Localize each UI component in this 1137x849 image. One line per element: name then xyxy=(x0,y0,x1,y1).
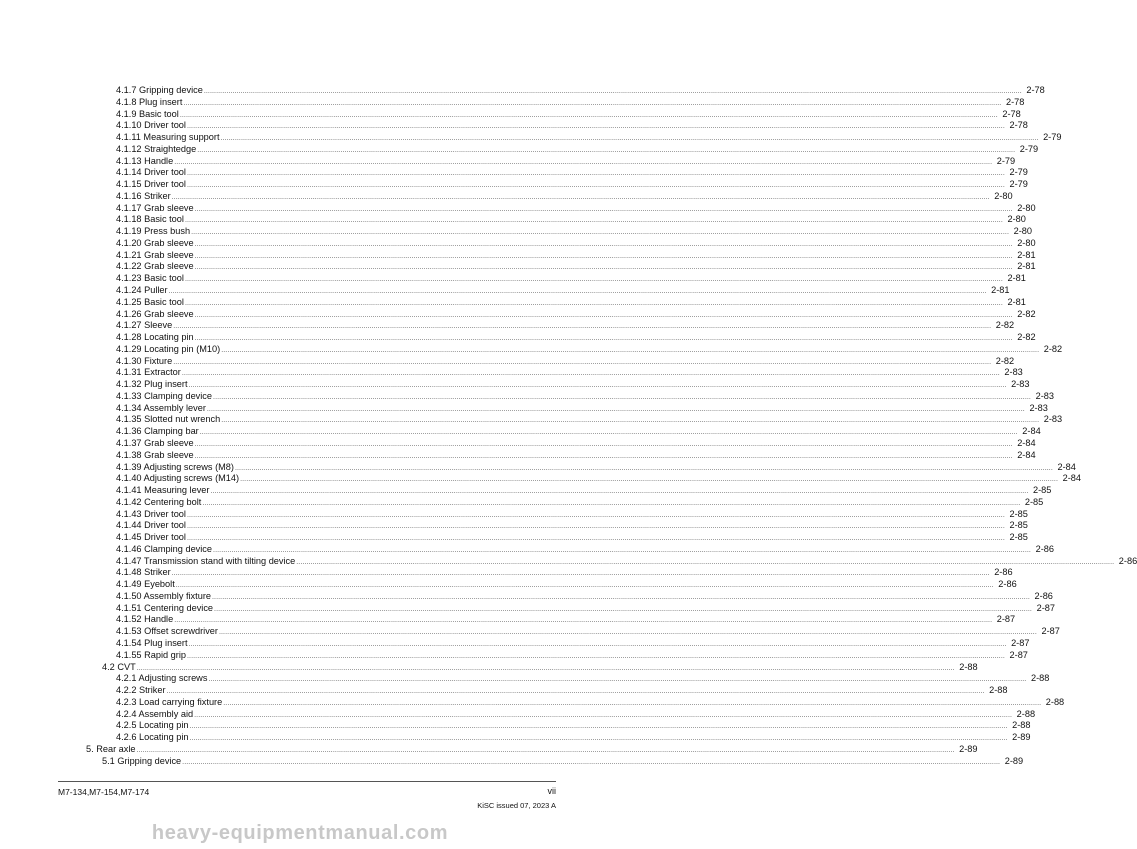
toc-entry-title: 4.1.54 Plug insert xyxy=(116,637,188,648)
toc-entry-page: 2-88 xyxy=(1045,696,1065,707)
toc-entry-page: 2-87 xyxy=(996,614,1016,625)
toc-entry-page: 2-84 xyxy=(1022,426,1041,437)
toc-entry-page: 2-82 xyxy=(995,355,1015,366)
toc-entry[interactable] xyxy=(86,390,1054,403)
toc-entry-page: 2-83 xyxy=(1011,379,1030,390)
toc-entry-title: 4.1.20 Grab sleeve xyxy=(116,237,194,248)
toc-entry[interactable] xyxy=(86,449,1036,462)
toc-leader-dots: ................................................................................................................................................................................................................................................................................................................................................................................................................ xyxy=(186,123,1005,131)
toc-entry-title: 4.1.26 Grab sleeve xyxy=(116,308,194,319)
table-of-contents xyxy=(86,85,1137,767)
toc-entry-title: 4.1.12 Straightedge xyxy=(116,143,197,154)
toc-entry-title: 4.1.29 Locating pin (M10) xyxy=(116,343,221,354)
toc-entry-title: 4.1.36 Clamping bar xyxy=(116,426,199,437)
toc-entry-title: 5. Rear axle xyxy=(86,743,136,754)
toc-entry[interactable] xyxy=(86,237,1036,250)
toc-entry-title: 4.1.28 Locating pin xyxy=(116,332,194,343)
toc-entry[interactable] xyxy=(86,273,1026,285)
toc-entry[interactable] xyxy=(86,85,1045,97)
toc-entry-page: 2-86 xyxy=(994,567,1013,578)
toc-entry-title: 4.1.39 Adjusting screws (M8) xyxy=(116,461,234,472)
toc-entry-title: 4.2 CVT xyxy=(102,661,136,672)
toc-entry-title: 4.1.25 Basic tool xyxy=(116,296,184,307)
toc-entry-title: 4.2.1 Adjusting screws xyxy=(116,673,208,684)
toc-entry[interactable] xyxy=(86,296,1026,309)
toc-leader-dots: ................................................................................................................................................................................................................................................................................................................................................................................................................ xyxy=(181,370,1000,378)
toc-entry-title: 4.1.55 Rapid grip xyxy=(116,649,186,660)
toc-entry-title: 4.1.32 Plug insert xyxy=(116,379,188,390)
footer-issue-note: KiSC issued 07, 2023 A xyxy=(477,801,556,810)
toc-entry-page: 2-81 xyxy=(991,285,1010,296)
toc-entry-page: 2-79 xyxy=(1043,132,1062,143)
toc-entry[interactable] xyxy=(86,696,1065,709)
toc-entry-page: 2-85 xyxy=(1009,520,1028,531)
toc-leader-dots: ................................................................................................................................................................................................................................................................................................................................................................................................................ xyxy=(208,676,1027,684)
toc-entry[interactable] xyxy=(86,649,1028,662)
toc-entry-title: 4.2.3 Load carrying fixture xyxy=(116,696,223,707)
toc-entry-page: 2-84 xyxy=(1057,461,1076,472)
toc-entry[interactable] xyxy=(86,614,1016,626)
toc-leader-dots: ................................................................................................................................................................................................................................................................................................................................................................................................................ xyxy=(223,699,1042,707)
toc-entry-title: 4.2.5 Locating pin xyxy=(116,720,189,731)
toc-entry-page: 2-81 xyxy=(1007,296,1026,307)
toc-entry-title: 4.1.51 Centering device xyxy=(116,602,214,613)
toc-entry-title: 4.1.21 Grab sleeve xyxy=(116,249,194,260)
toc-leader-dots: ................................................................................................................................................................................................................................................................................................................................................................................................................ xyxy=(171,193,990,201)
toc-entry-title: 4.1.49 Eyebolt xyxy=(116,579,175,590)
toc-leader-dots: ................................................................................................................................................................................................................................................................................................................................................................................................................ xyxy=(221,417,1040,425)
toc-leader-dots: ................................................................................................................................................................................................................................................................................................................................................................................................................ xyxy=(194,240,1013,248)
toc-entry-page: 2-82 xyxy=(1017,332,1036,343)
toc-entry[interactable] xyxy=(86,685,1008,697)
toc-entry-page: 2-81 xyxy=(1007,273,1026,284)
toc-leader-dots: ................................................................................................................................................................................................................................................................................................................................................................................................................ xyxy=(136,664,955,672)
toc-leader-dots: ................................................................................................................................................................................................................................................................................................................................................................................................................ xyxy=(189,723,1008,731)
toc-entry-page: 2-79 xyxy=(996,155,1016,166)
toc-entry[interactable] xyxy=(86,485,1052,497)
toc-entry[interactable] xyxy=(86,132,1062,144)
toc-entry-page: 2-85 xyxy=(1009,508,1028,519)
toc-entry-title: 4.1.23 Basic tool xyxy=(116,273,184,284)
toc-entry-page: 2-88 xyxy=(1016,708,1036,719)
toc-entry-page: 2-81 xyxy=(1017,249,1036,260)
toc-leader-dots: ................................................................................................................................................................................................................................................................................................................................................................................................................ xyxy=(218,629,1037,637)
toc-leader-dots: ................................................................................................................................................................................................................................................................................................................................................................................................................ xyxy=(211,593,1030,601)
toc-entry-page: 2-83 xyxy=(1004,367,1023,378)
toc-entry-title: 4.1.53 Offset screwdriver xyxy=(116,626,218,637)
toc-entry-page: 2-78 xyxy=(1002,108,1021,119)
toc-entry-title: 4.1.11 Measuring support xyxy=(116,132,220,143)
toc-leader-dots: ................................................................................................................................................................................................................................................................................................................................................................................................................ xyxy=(168,288,987,296)
toc-entry-title: 4.1.45 Driver tool xyxy=(116,532,186,543)
toc-entry-page: 2-86 xyxy=(1034,590,1053,601)
toc-leader-dots: ................................................................................................................................................................................................................................................................................................................................................................................................................ xyxy=(199,429,1018,437)
toc-entry-page: 2-86 xyxy=(1118,555,1137,566)
toc-entry-title: 4.1.33 Clamping device xyxy=(116,390,213,401)
toc-entry[interactable] xyxy=(86,473,1082,485)
footer-divider xyxy=(58,781,556,782)
toc-leader-dots: ................................................................................................................................................................................................................................................................................................................................................................................................................ xyxy=(194,264,1013,272)
toc-entry[interactable] xyxy=(86,379,1030,391)
toc-leader-dots: ................................................................................................................................................................................................................................................................................................................................................................................................................ xyxy=(186,535,1005,543)
toc-leader-dots: ................................................................................................................................................................................................................................................................................................................................................................................................................ xyxy=(194,335,1013,343)
toc-entry[interactable] xyxy=(86,143,1039,156)
toc-entry[interactable] xyxy=(86,732,1031,744)
toc-leader-dots: ................................................................................................................................................................................................................................................................................................................................................................................................................ xyxy=(191,229,1009,237)
toc-entry-page: 2-80 xyxy=(994,190,1013,201)
toc-leader-dots: ................................................................................................................................................................................................................................................................................................................................................................................................................ xyxy=(210,488,1029,496)
toc-entry[interactable] xyxy=(86,285,1010,297)
toc-entry[interactable] xyxy=(86,637,1030,650)
toc-entry-page: 2-79 xyxy=(1009,167,1028,178)
toc-leader-dots: ................................................................................................................................................................................................................................................................................................................................................................................................................ xyxy=(186,511,1005,519)
toc-leader-dots: ................................................................................................................................................................................................................................................................................................................................................................................................................ xyxy=(202,499,1021,507)
toc-entry-title: 4.1.24 Puller xyxy=(116,285,168,296)
toc-entry[interactable] xyxy=(86,532,1028,544)
toc-entry-title: 4.1.50 Assembly fixture xyxy=(116,590,211,601)
toc-leader-dots: ................................................................................................................................................................................................................................................................................................................................................................................................................ xyxy=(194,205,1013,213)
toc-entry-page: 2-87 xyxy=(1036,602,1055,613)
toc-entry-title: 4.1.19 Press bush xyxy=(116,226,191,237)
toc-leader-dots: ................................................................................................................................................................................................................................................................................................................................................................................................................ xyxy=(186,652,1005,660)
toc-entry-page: 2-85 xyxy=(1033,485,1052,496)
watermark: heavy-equipmentmanual.com xyxy=(151,822,449,844)
toc-leader-dots: ................................................................................................................................................................................................................................................................................................................................................................................................................ xyxy=(194,440,1013,448)
toc-entry-page: 2-88 xyxy=(1012,720,1031,731)
toc-leader-dots: ................................................................................................................................................................................................................................................................................................................................................................................................................ xyxy=(183,99,1002,107)
toc-entry[interactable] xyxy=(86,626,1060,638)
toc-leader-dots: ................................................................................................................................................................................................................................................................................................................................................................................................................ xyxy=(203,88,1022,95)
toc-entry-page: 2-82 xyxy=(1017,308,1036,319)
toc-entry-page: 2-83 xyxy=(1043,414,1063,425)
toc-entry[interactable] xyxy=(86,190,1013,203)
toc-leader-dots: ................................................................................................................................................................................................................................................................................................................................................................................................................ xyxy=(179,111,998,119)
toc-entry[interactable] xyxy=(86,555,1137,568)
toc-entry-page: 2-80 xyxy=(1007,214,1026,225)
toc-leader-dots: ................................................................................................................................................................................................................................................................................................................................................................................................................ xyxy=(186,182,1005,190)
toc-leader-dots: ................................................................................................................................................................................................................................................................................................................................................................................................................ xyxy=(197,146,1016,154)
toc-entry-title: 4.1.27 Sleeve xyxy=(116,320,173,331)
toc-entry[interactable] xyxy=(86,461,1076,474)
toc-entry-page: 2-89 xyxy=(1012,732,1031,743)
toc-leader-dots: ................................................................................................................................................................................................................................................................................................................................................................................................................ xyxy=(194,452,1013,460)
toc-leader-dots: ................................................................................................................................................................................................................................................................................................................................................................................................................ xyxy=(220,135,1039,143)
toc-entry[interactable] xyxy=(86,590,1053,603)
toc-entry[interactable] xyxy=(86,602,1055,615)
toc-entry-page: 2-84 xyxy=(1017,449,1036,460)
toc-entry-page: 2-84 xyxy=(1062,473,1082,484)
toc-entry[interactable] xyxy=(86,708,1036,721)
toc-entry-title: 4.1.40 Adjusting screws (M14) xyxy=(116,473,240,484)
toc-entry[interactable] xyxy=(86,96,1025,109)
toc-entry-page: 2-79 xyxy=(1009,179,1028,190)
toc-entry[interactable] xyxy=(86,720,1031,732)
toc-entry-title: 4.1.14 Driver tool xyxy=(116,167,186,178)
toc-entry-page: 2-89 xyxy=(1004,755,1024,766)
toc-entry-title: 4.1.13 Handle xyxy=(116,155,174,166)
toc-entry[interactable] xyxy=(86,343,1063,356)
toc-entry-title: 4.1.48 Striker xyxy=(116,567,171,578)
toc-entry[interactable] xyxy=(86,567,1013,579)
toc-entry[interactable] xyxy=(86,661,978,674)
toc-entry-title: 4.1.7 Gripping device xyxy=(116,85,203,95)
footer-page-number: vii xyxy=(547,786,556,796)
toc-entry-page: 2-87 xyxy=(1041,626,1060,637)
toc-entry-title: 4.1.35 Slotted nut wrench xyxy=(116,414,221,425)
toc-leader-dots: ................................................................................................................................................................................................................................................................................................................................................................................................................ xyxy=(194,711,1013,719)
toc-entry[interactable] xyxy=(86,214,1026,226)
footer-models: M7-134,M7-154,M7-174 xyxy=(58,787,150,797)
toc-leader-dots: ................................................................................................................................................................................................................................................................................................................................................................................................................ xyxy=(184,276,1003,284)
toc-entry[interactable] xyxy=(86,108,1021,121)
toc-leader-dots: ................................................................................................................................................................................................................................................................................................................................................................................................................ xyxy=(171,570,990,578)
toc-entry-title: 4.2.2 Striker xyxy=(116,685,166,696)
toc-entry[interactable] xyxy=(86,261,1036,273)
toc-entry[interactable] xyxy=(86,332,1036,344)
toc-leader-dots: ................................................................................................................................................................................................................................................................................................................................................................................................................ xyxy=(184,217,1003,225)
toc-leader-dots: ................................................................................................................................................................................................................................................................................................................................................................................................................ xyxy=(174,617,993,625)
toc-entry[interactable] xyxy=(86,202,1036,215)
toc-entry[interactable] xyxy=(86,179,1028,191)
toc-leader-dots: ................................................................................................................................................................................................................................................................................................................................................................................................................ xyxy=(296,558,1115,566)
toc-entry-title: 4.2.6 Locating pin xyxy=(116,732,189,743)
toc-leader-dots: ................................................................................................................................................................................................................................................................................................................................................................................................................ xyxy=(213,393,1031,401)
toc-entry[interactable] xyxy=(86,249,1036,262)
toc-entry-title: 4.2.4 Assembly aid xyxy=(116,708,194,719)
toc-entry-title: 4.1.9 Basic tool xyxy=(116,108,179,119)
toc-leader-dots: ................................................................................................................................................................................................................................................................................................................................................................................................................ xyxy=(188,382,1007,390)
toc-entry[interactable] xyxy=(86,367,1023,379)
toc-entry[interactable] xyxy=(86,120,1028,132)
toc-leader-dots: ................................................................................................................................................................................................................................................................................................................................................................................................................ xyxy=(240,476,1059,484)
toc-entry-title: 4.1.31 Extractor xyxy=(116,367,181,378)
toc-leader-dots: ................................................................................................................................................................................................................................................................................................................................................................................................................ xyxy=(173,358,992,366)
toc-entry-title: 5.1 Gripping device xyxy=(102,755,182,766)
toc-entry-page: 2-88 xyxy=(1030,673,1050,684)
toc-entry-page: 2-89 xyxy=(959,743,978,754)
toc-entry[interactable] xyxy=(86,414,1063,426)
toc-entry[interactable] xyxy=(86,543,1054,556)
toc-leader-dots: ................................................................................................................................................................................................................................................................................................................................................................................................................ xyxy=(194,311,1013,319)
toc-entry-title: 4.1.38 Grab sleeve xyxy=(116,449,194,460)
toc-leader-dots: ................................................................................................................................................................................................................................................................................................................................................................................................................ xyxy=(189,735,1008,743)
toc-entry-page: 2-80 xyxy=(1017,202,1036,213)
toc-entry-title: 4.1.15 Driver tool xyxy=(116,179,186,190)
toc-leader-dots: ................................................................................................................................................................................................................................................................................................................................................................................................................ xyxy=(213,546,1031,554)
toc-leader-dots: ................................................................................................................................................................................................................................................................................................................................................................................................................ xyxy=(175,582,994,590)
toc-entry-page: 2-78 xyxy=(1026,85,1045,95)
toc-entry-title: 4.1.8 Plug insert xyxy=(116,96,183,107)
toc-entry-title: 4.1.18 Basic tool xyxy=(116,214,184,225)
toc-entry-title: 4.1.42 Centering bolt xyxy=(116,496,202,507)
toc-entry[interactable] xyxy=(86,520,1028,532)
toc-entry-title: 4.1.16 Striker xyxy=(116,190,171,201)
toc-entry-page: 2-79 xyxy=(1019,143,1039,154)
toc-entry-page: 2-81 xyxy=(1017,261,1036,272)
toc-entry-page: 2-80 xyxy=(1017,237,1036,248)
toc-entry-title: 4.1.34 Assembly lever xyxy=(116,402,206,413)
toc-entry[interactable] xyxy=(86,579,1017,591)
toc-entry-title: 4.1.10 Driver tool xyxy=(116,120,186,131)
toc-leader-dots: ................................................................................................................................................................................................................................................................................................................................................................................................................ xyxy=(206,405,1025,413)
toc-entry-page: 2-87 xyxy=(1011,637,1030,648)
toc-entry-page: 2-88 xyxy=(989,685,1008,696)
toc-entry-page: 2-80 xyxy=(1013,226,1032,237)
toc-entry[interactable] xyxy=(86,355,1015,368)
toc-leader-dots: ................................................................................................................................................................................................................................................................................................................................................................................................................ xyxy=(188,640,1007,648)
toc-entry-page: 2-87 xyxy=(1009,649,1028,660)
toc-leader-dots: ................................................................................................................................................................................................................................................................................................................................................................................................................ xyxy=(214,605,1032,613)
toc-entry-page: 2-84 xyxy=(1017,437,1036,448)
toc-entry-page: 2-88 xyxy=(959,661,978,672)
toc-entry[interactable] xyxy=(86,437,1036,450)
toc-entry-title: 4.1.46 Clamping device xyxy=(116,543,213,554)
toc-leader-dots: ................................................................................................................................................................................................................................................................................................................................................................................................................ xyxy=(166,688,985,696)
toc-entry[interactable] xyxy=(86,743,978,756)
toc-leader-dots: ................................................................................................................................................................................................................................................................................................................................................................................................................ xyxy=(194,252,1013,260)
toc-entry-title: 4.1.17 Grab sleeve xyxy=(116,202,194,213)
toc-entry-title: 4.1.44 Driver tool xyxy=(116,520,186,531)
toc-entry-page: 2-83 xyxy=(1029,402,1048,413)
toc-entry[interactable] xyxy=(86,320,1015,332)
toc-entry-page: 2-78 xyxy=(1005,96,1025,107)
toc-entry-page: 2-82 xyxy=(995,320,1015,331)
toc-entry-title: 4.1.22 Grab sleeve xyxy=(116,261,194,272)
toc-leader-dots: ................................................................................................................................................................................................................................................................................................................................................................................................................ xyxy=(174,158,993,166)
toc-leader-dots: ................................................................................................................................................................................................................................................................................................................................................................................................................ xyxy=(221,346,1040,354)
toc-leader-dots: ................................................................................................................................................................................................................................................................................................................................................................................................................ xyxy=(186,170,1005,178)
toc-entry-title: 4.1.52 Handle xyxy=(116,614,174,625)
toc-leader-dots: ................................................................................................................................................................................................................................................................................................................................................................................................................ xyxy=(184,299,1003,307)
toc-leader-dots: ................................................................................................................................................................................................................................................................................................................................................................................................................ xyxy=(186,523,1005,531)
toc-entry-page: 2-85 xyxy=(1024,496,1044,507)
toc-entry[interactable] xyxy=(86,755,1024,768)
toc-entry-title: 4.1.37 Grab sleeve xyxy=(116,437,194,448)
toc-leader-dots: ................................................................................................................................................................................................................................................................................................................................................................................................................ xyxy=(234,464,1053,472)
toc-entry[interactable] xyxy=(86,402,1048,415)
toc-entry[interactable] xyxy=(86,308,1036,321)
toc-entry[interactable] xyxy=(86,426,1041,438)
toc-entry-page: 2-85 xyxy=(1009,532,1028,543)
toc-entry[interactable] xyxy=(86,673,1050,685)
toc-entry-title: 4.1.41 Measuring lever xyxy=(116,485,210,496)
toc-entry-page: 2-78 xyxy=(1009,120,1028,131)
toc-entry-page: 2-86 xyxy=(998,579,1017,590)
toc-entry-page: 2-83 xyxy=(1035,390,1054,401)
toc-entry-page: 2-86 xyxy=(1035,543,1054,554)
toc-entry[interactable] xyxy=(86,496,1044,509)
toc-leader-dots: ................................................................................................................................................................................................................................................................................................................................................................................................................ xyxy=(182,758,1001,766)
toc-entry[interactable] xyxy=(86,508,1028,521)
toc-entry-page: 2-82 xyxy=(1043,343,1063,354)
toc-entry[interactable] xyxy=(86,167,1028,179)
toc-entry[interactable] xyxy=(86,226,1032,238)
toc-leader-dots: ................................................................................................................................................................................................................................................................................................................................................................................................................ xyxy=(136,746,955,754)
toc-entry-title: 4.1.47 Transmission stand with tilting device xyxy=(116,555,296,566)
toc-entry-title: 4.1.43 Driver tool xyxy=(116,508,186,519)
toc-entry-title: 4.1.30 Fixture xyxy=(116,355,173,366)
toc-entry[interactable] xyxy=(86,155,1016,168)
toc-leader-dots: ................................................................................................................................................................................................................................................................................................................................................................................................................ xyxy=(173,323,992,331)
